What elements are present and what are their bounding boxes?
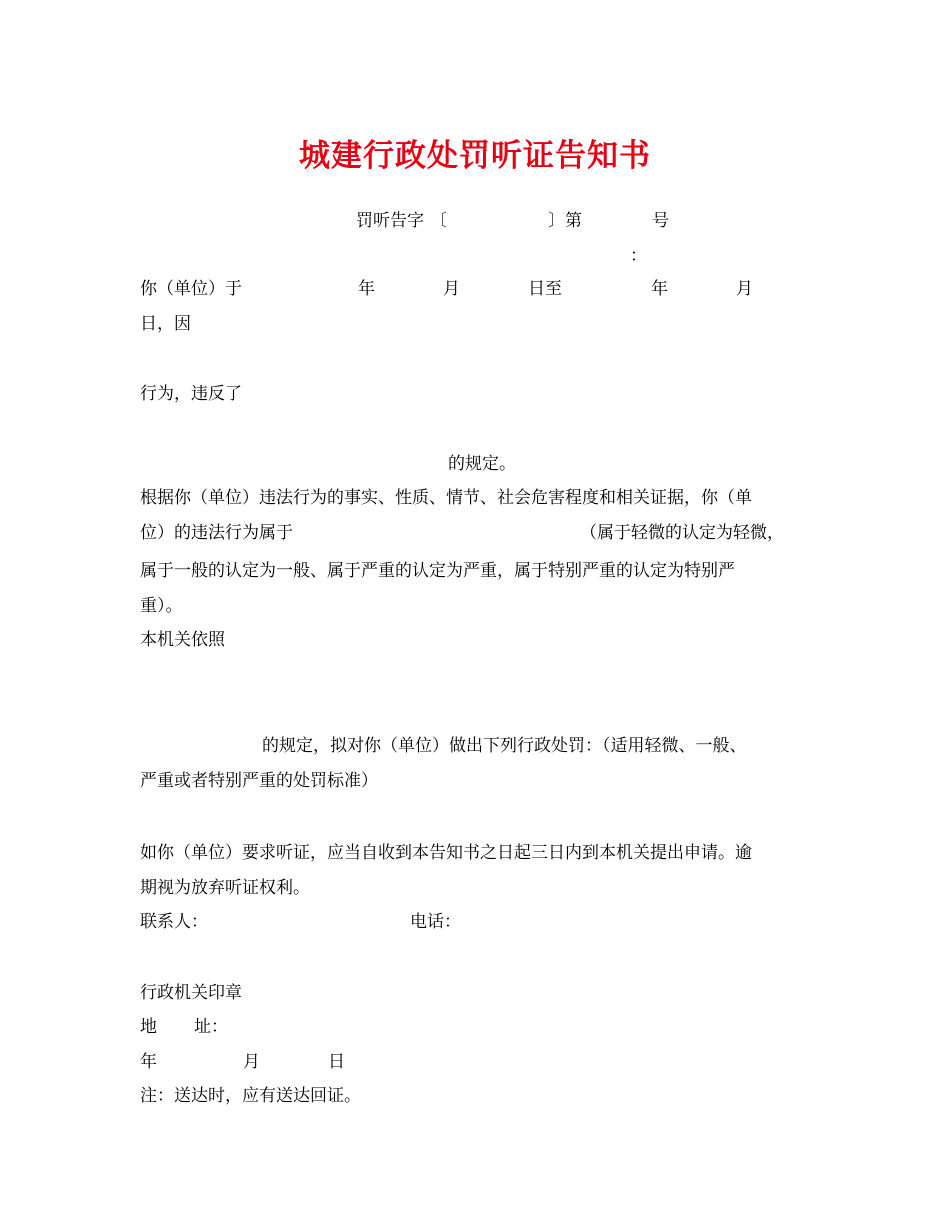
basis-line-2a: 位）的违法行为属于	[140, 523, 293, 543]
hearing-line-2: 期视为放弃听证权利。	[140, 878, 310, 898]
intro-day-to: 日至	[528, 279, 562, 299]
intro-you-at: 你（单位）于	[140, 279, 242, 299]
penalty-line-2: 严重或者特别严重的处罚标准）	[140, 771, 378, 791]
address-label-2: 址：	[194, 1017, 228, 1037]
ref-prefix: 罚听告字	[356, 211, 424, 231]
intro-year-1: 年	[358, 279, 375, 299]
basis-line-3: 属于一般的认定为一般、属于严重的认定为严重，属于特别严重的认定为特别严	[140, 561, 735, 581]
basis-line-1: 根据你（单位）违法行为的事实、性质、情节、社会危害程度和相关证据，你（单	[140, 488, 752, 508]
basis-line-2b: （属于轻微的认定为轻微，	[580, 523, 784, 543]
ref-colon: ：	[630, 246, 647, 266]
phone-label: 电话：	[410, 912, 461, 932]
document-title: 城建行政处罚听证告知书	[299, 138, 651, 174]
intro-year-2: 年	[651, 279, 668, 299]
ref-suffix: 号	[652, 211, 669, 231]
ref-open-bracket: 〔	[430, 211, 447, 231]
ref-close-bracket: 〕第	[548, 211, 582, 231]
intro-month-1: 月	[443, 279, 460, 299]
date-day: 日	[328, 1052, 345, 1072]
seal-label: 行政机关印章	[140, 983, 242, 1003]
address-label-1: 地	[140, 1017, 157, 1037]
basis-line-4: 重）。	[140, 596, 183, 616]
hearing-line-1: 如你（单位）要求听证，应当自收到本告知书之日起三日内到本机关提出申请。逾	[140, 843, 752, 863]
penalty-line-1: 的规定，拟对你（单位）做出下列行政处罚：（适用轻微、一般、	[262, 736, 747, 756]
rule-of-text: 的规定。	[448, 454, 516, 474]
date-month: 月	[243, 1052, 260, 1072]
behavior-text: 行为，违反了	[140, 384, 242, 404]
intro-day-because: 日，因	[140, 314, 191, 334]
intro-month-2: 月	[736, 279, 753, 299]
contact-label: 联系人：	[140, 912, 208, 932]
date-year: 年	[140, 1052, 157, 1072]
authority-per: 本机关依照	[140, 630, 225, 650]
delivery-note: 注：送达时，应有送达回证。	[140, 1086, 361, 1106]
